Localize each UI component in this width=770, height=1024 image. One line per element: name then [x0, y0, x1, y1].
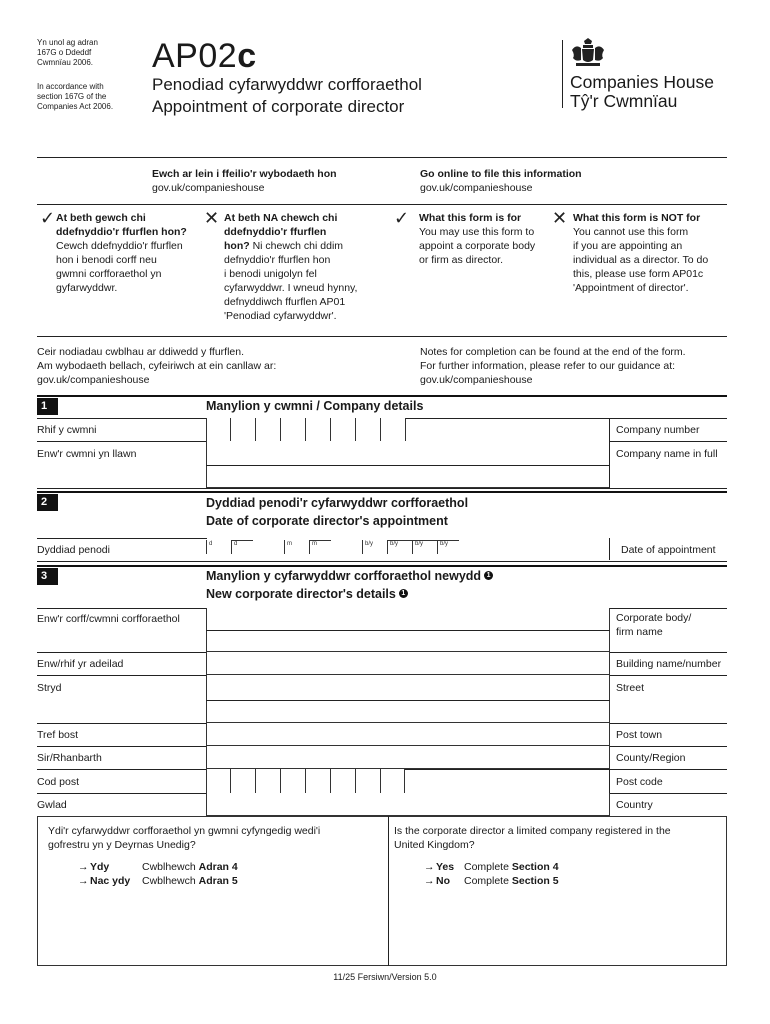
company-number-label-cy: Rhif y cwmni	[37, 424, 97, 436]
form-title-cy: Penodiad cyfarwyddwr corfforaethol	[152, 75, 422, 94]
section2-number: 2	[37, 494, 58, 511]
cross-icon: ✕	[204, 208, 220, 228]
date-cell-year[interactable]: b/y	[437, 540, 459, 554]
legal-cy-line: Cwmnïau 2006.	[37, 58, 94, 67]
purpose-cy-not-title: ddefnyddio'r ffurflen	[224, 226, 327, 238]
purpose-en-not-line: You cannot use this form	[573, 226, 689, 238]
date-cell-month[interactable]: m	[309, 540, 331, 554]
county-label-en: County/Region	[616, 752, 686, 764]
brand-divider	[562, 40, 563, 108]
legal-reference-cy	[37, 38, 137, 68]
answer-en-no[interactable]	[424, 874, 559, 888]
town-label-cy: Tref bost	[37, 729, 79, 741]
purpose-cy-for-line: gyfarwyddwr.	[56, 282, 118, 294]
section3-title-cy-text: Manylion y cyfarwyddwr corfforaethol newydd	[206, 569, 482, 583]
answer-action: Cwblhewch	[142, 861, 196, 873]
purpose-rule	[37, 336, 727, 337]
answer-target: Section 5	[511, 875, 559, 887]
date-cell-month[interactable]: m	[284, 540, 306, 554]
cell-divider	[330, 769, 331, 793]
notes-en-line: For further information, please refer to our guidance at:	[420, 360, 676, 372]
answer-action: Cwblhewch	[142, 875, 196, 887]
label-divider	[609, 441, 610, 488]
legal-en-line: section 167G of the	[37, 92, 107, 101]
cell-divider	[355, 418, 356, 441]
row-rule	[206, 465, 610, 466]
row-rule	[206, 700, 610, 701]
answer-en-no-label: No	[436, 875, 450, 887]
section3-title-en-text: New corporate director's details	[206, 587, 396, 601]
question-en-line: Is the corporate director a limited company registered in the	[394, 825, 671, 837]
town-input[interactable]	[206, 723, 610, 746]
purpose-cy-not	[224, 211, 384, 323]
arrow-right-icon: →	[78, 861, 89, 873]
answer-cy-yes-label: Ydy	[90, 861, 110, 873]
building-label-en: Building name/number	[616, 658, 722, 670]
cell-divider	[380, 418, 381, 441]
cell-divider	[255, 418, 256, 441]
answer-target: Adran 4	[198, 861, 238, 873]
cell-divider	[230, 769, 231, 793]
street-label-cy: Stryd	[37, 682, 62, 694]
date-cell-day[interactable]: d	[206, 540, 228, 554]
purpose-cy-not-title: At beth NA chewch chi	[224, 212, 338, 224]
purpose-en-not-line: if you are appointing an	[573, 240, 683, 252]
purpose-en-for-line: or firm as director.	[419, 254, 504, 266]
notes-en-url[interactable]: gov.uk/companieshouse	[420, 374, 533, 386]
question-divider	[388, 816, 389, 966]
question-en-line: United Kingdom?	[394, 839, 475, 851]
legal-cy-line: 167G o Ddeddf	[37, 48, 92, 57]
cell-divider	[355, 769, 356, 793]
online-url-cy[interactable]: gov.uk/companieshouse	[152, 182, 265, 194]
answer-en-yes-label: Yes	[436, 861, 455, 873]
answer-cy-yes[interactable]	[78, 860, 238, 874]
arrow-right-icon: →	[424, 861, 435, 873]
section3-title-cy	[206, 567, 493, 585]
corporate-body-label-cy: Enw'r corff/cwmni corfforaethol	[37, 613, 180, 625]
date-bar	[309, 540, 331, 541]
town-label-en: Post town	[616, 729, 663, 741]
header-rule	[37, 157, 727, 158]
answer-cy-no-label: Nac ydy	[90, 875, 131, 887]
section2-title-en: Date of corporate director's appointment	[206, 514, 448, 528]
cell-divider	[330, 418, 331, 441]
purpose-cy-not-line: defnyddiwch ffurflen AP01	[224, 296, 346, 308]
row-rule	[206, 630, 610, 631]
company-number-input[interactable]	[206, 418, 406, 441]
purpose-en-for-title: What this form is for	[419, 212, 522, 224]
cell-divider	[230, 418, 231, 441]
section1-title: Manylion y cwmni / Company details	[206, 399, 424, 413]
purpose-en-not-line: this, please use form AP01c	[573, 268, 704, 280]
notes-cy-line: Ceir nodiadau cwblhau ar ddiwedd y ffurflen.	[37, 346, 245, 358]
legal-cy-line: Yn unol ag adran	[37, 38, 98, 47]
purpose-cy-not-title: hon?	[224, 240, 250, 252]
arrow-right-icon: →	[78, 875, 89, 887]
cell-divider	[380, 769, 381, 793]
section1-number: 1	[37, 398, 58, 415]
form-code	[152, 38, 257, 74]
country-label-cy: Gwlad	[37, 799, 67, 811]
date-bar	[387, 540, 459, 541]
county-label-cy: Sir/Rhanbarth	[37, 752, 102, 764]
question-en	[394, 824, 724, 852]
section3-number: 3	[37, 568, 58, 585]
purpose-cy-not-line: cyfarwyddwr. I wneud hynny,	[224, 282, 358, 294]
cell-divider	[405, 418, 406, 441]
check-icon: ✓	[40, 208, 56, 228]
purpose-en-for	[419, 211, 559, 267]
purpose-cy-not-line: i benodi unigolyn fel	[224, 268, 317, 280]
purpose-cy-for	[56, 211, 206, 295]
notes-cy-url[interactable]: gov.uk/companieshouse	[37, 374, 150, 386]
version-footer: 11/25 Fersiwn/Version 5.0	[333, 972, 437, 982]
section2-title-cy: Dyddiad penodi'r cyfarwyddwr corfforaethol	[206, 496, 469, 510]
corporate-body-label-en-line: Corporate body/	[616, 612, 692, 624]
question-cy	[48, 824, 383, 852]
online-heading-cy: Ewch ar lein i ffeilio'r wybodaeth hon	[152, 168, 337, 180]
info-icon: 1	[399, 589, 408, 598]
brand-name-en: Companies House	[570, 72, 714, 92]
county-input[interactable]	[206, 746, 610, 769]
date-bar	[231, 540, 253, 541]
online-rule	[37, 204, 727, 205]
company-name-label-en: Company name in full	[616, 448, 718, 460]
form-title-en: Appointment of corporate director	[152, 97, 405, 116]
purpose-cy-not-line: defnyddio'r ffurflen hon	[224, 254, 331, 266]
online-url-en[interactable]: gov.uk/companieshouse	[420, 182, 533, 194]
purpose-cy-for-line: Cewch ddefnyddio'r ffurflen	[56, 240, 183, 252]
brand-name-cy: Tŷ'r Cwmnïau	[570, 91, 678, 111]
cell-divider	[404, 769, 405, 793]
arrow-right-icon: →	[424, 875, 435, 887]
label-divider	[609, 538, 610, 560]
answer-target: Adran 5	[198, 875, 238, 887]
purpose-en-not-line: 'Appointment of director'.	[573, 282, 689, 294]
date-cell-year[interactable]: b/y	[362, 540, 384, 554]
cell-divider	[305, 769, 306, 793]
answer-en-yes[interactable]	[424, 860, 559, 874]
purpose-en-for-line: You may use this form to	[419, 226, 535, 238]
building-input[interactable]	[206, 652, 610, 675]
country-input[interactable]	[206, 793, 610, 816]
form-code-suffix: c	[237, 37, 257, 75]
notes-en-line: Notes for completion can be found at the end of the form.	[420, 346, 686, 358]
legal-reference-en	[37, 82, 137, 112]
row-rule	[37, 561, 727, 562]
street-label-en: Street	[616, 682, 645, 694]
cell-divider	[280, 418, 281, 441]
check-icon: ✓	[394, 208, 410, 228]
purpose-cy-for-title: At beth gewch chi	[56, 212, 146, 224]
label-divider	[609, 418, 610, 441]
purpose-en-for-line: appoint a corporate body	[419, 240, 536, 252]
section2-rule	[37, 491, 727, 493]
answer-action: Complete	[464, 861, 509, 873]
purpose-en-not	[573, 211, 733, 295]
answer-target: Section 4	[511, 861, 559, 873]
answer-action: Complete	[464, 875, 509, 887]
purpose-cy-not-line	[224, 239, 384, 253]
purpose-cy-for-title: ddefnyddio'r ffurflen hon?	[56, 226, 187, 238]
street-input[interactable]	[206, 675, 610, 723]
legal-en-line: In accordance with	[37, 82, 104, 91]
notes-en	[420, 345, 686, 387]
purpose-cy-not-line: 'Penodiad cyfarwyddwr'.	[224, 310, 337, 322]
purpose-cy-not-text: Ni chewch chi ddim	[249, 240, 344, 252]
row-rule	[37, 538, 207, 539]
appointment-date-label-en: Date of appointment	[621, 544, 716, 556]
notes-cy-line: Am wybodaeth bellach, cyfeiriwch at ein canllaw ar:	[37, 360, 277, 372]
row-rule	[37, 488, 727, 489]
cross-icon: ✕	[552, 208, 568, 228]
section3-title-en	[206, 585, 408, 603]
question-cy-line: gofrestru yn y Deyrnas Unedig?	[48, 839, 196, 851]
question-cy-line: Ydi'r cyfarwyddwr corfforaethol yn gwmni cyfyngedig wedi'i	[48, 825, 321, 837]
date-cell-year[interactable]: b/y	[412, 540, 434, 554]
postcode-label-cy: Cod post	[37, 776, 80, 788]
legal-en-line: Companies Act 2006.	[37, 102, 114, 111]
corporate-body-label-en	[616, 611, 691, 639]
postcode-label-en: Post code	[616, 776, 663, 788]
purpose-en-not-title: What this form is NOT for	[573, 212, 701, 224]
cell-divider	[305, 418, 306, 441]
label-divider	[609, 769, 610, 793]
info-icon: 1	[484, 571, 493, 580]
company-name-label-cy: Enw'r cwmni yn llawn	[37, 448, 137, 460]
building-label-cy: Enw/rhif yr adeilad	[37, 658, 124, 670]
purpose-cy-for-line: hon i benodi corff neu	[56, 254, 157, 266]
form-code-text: AP02	[152, 37, 238, 75]
online-heading-en: Go online to file this information	[420, 168, 582, 180]
date-cell-day[interactable]: d	[231, 540, 253, 554]
purpose-en-not-line: individual as a director. To do	[573, 254, 709, 266]
purpose-cy-for-line: gwmni corfforaethol yn	[56, 268, 162, 280]
cell-divider	[255, 769, 256, 793]
date-cell-year[interactable]: b/y	[387, 540, 409, 554]
company-number-label-en: Company number	[616, 424, 700, 436]
corporate-body-label-en-line: firm name	[616, 626, 663, 638]
notes-cy	[37, 345, 276, 387]
royal-crest-icon	[570, 38, 606, 68]
answer-cy-no[interactable]	[78, 874, 238, 888]
country-label-en: Country	[616, 799, 653, 811]
cell-divider	[280, 769, 281, 793]
appointment-date-label-cy: Dyddiad penodi	[37, 544, 110, 556]
